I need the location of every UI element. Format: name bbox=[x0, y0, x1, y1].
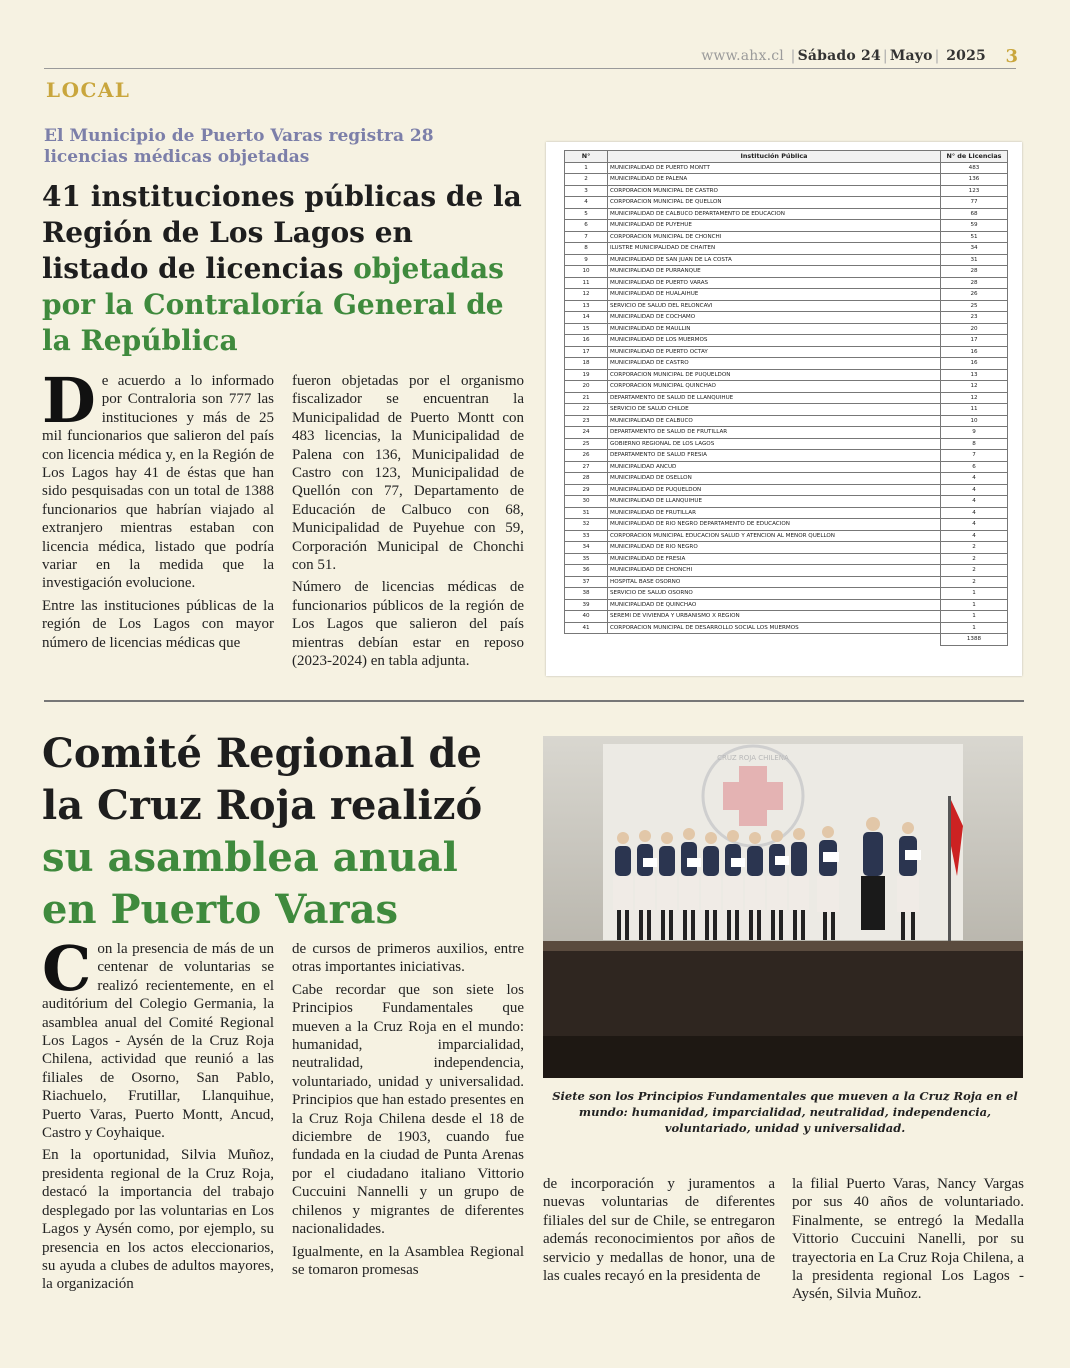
table-cell: CORPORACION MUNICIPAL DE QUELLON bbox=[608, 197, 941, 209]
table-header: N° bbox=[565, 151, 608, 163]
table-cell: CORPORACION MUNICIPAL EDUCACION SALUD Y ATENCION AL MENOR QUELLON bbox=[608, 530, 941, 542]
page-number: 3 bbox=[1005, 46, 1018, 67]
table-cell: MUNICIPALIDAD DE CALBUCO DEPARTAMENTO DE EDUCACION bbox=[608, 208, 941, 220]
table-cell: GOBIERNO REGIONAL DE LOS LAGOS bbox=[608, 438, 941, 450]
table-cell: 29 bbox=[565, 484, 608, 496]
table-cell: MUNICIPALIDAD DE COCHAMO bbox=[608, 312, 941, 324]
table-cell: 6 bbox=[565, 220, 608, 232]
table-cell: 28 bbox=[941, 277, 1008, 289]
table-row bbox=[565, 438, 1008, 450]
table-cell: 20 bbox=[565, 381, 608, 393]
table-cell: ILUSTRE MUNICIPALIDAD DE CHAITEN bbox=[608, 243, 941, 255]
table-cell: 9 bbox=[565, 254, 608, 266]
table-cell: MUNICIPALIDAD DE CASTRO bbox=[608, 358, 941, 370]
table-cell: MUNICIPALIDAD DE PUYEHUE bbox=[608, 220, 941, 232]
table-row bbox=[565, 358, 1008, 370]
table-cell: MUNICIPALIDAD DE PUERTO MONTT bbox=[608, 162, 941, 174]
table-row bbox=[565, 312, 1008, 324]
section-divider bbox=[44, 700, 1024, 702]
table-cell: 26 bbox=[565, 450, 608, 462]
table-cell: 37 bbox=[565, 576, 608, 588]
table-cell: CORPORACION MUNICIPAL DE DESARROLLO SOCIAL LOS MUERMOS bbox=[608, 622, 941, 634]
table-cell: 8 bbox=[941, 438, 1008, 450]
table-row bbox=[565, 231, 1008, 243]
table-row bbox=[565, 576, 1008, 588]
table-cell: 77 bbox=[941, 197, 1008, 209]
table-cell: MUNICIPALIDAD DE PUERTO OCTAY bbox=[608, 346, 941, 358]
table-row bbox=[565, 185, 1008, 197]
table-row bbox=[565, 415, 1008, 427]
table-cell: 22 bbox=[565, 404, 608, 416]
table-row bbox=[565, 461, 1008, 473]
table-row bbox=[565, 346, 1008, 358]
table-cell: 13 bbox=[565, 300, 608, 312]
table-cell: 40 bbox=[565, 611, 608, 623]
table-cell: 19 bbox=[565, 369, 608, 381]
table-row bbox=[565, 208, 1008, 220]
table-cell: DEPARTAMENTO DE SALUD DE FRUTILLAR bbox=[608, 427, 941, 439]
table-row bbox=[565, 599, 1008, 611]
table-cell: 16 bbox=[941, 358, 1008, 370]
table-cell: 30 bbox=[565, 496, 608, 508]
table-cell: 4 bbox=[941, 496, 1008, 508]
table-cell: 7 bbox=[941, 450, 1008, 462]
table-cell: MUNICIPALIDAD DE MAULLIN bbox=[608, 323, 941, 335]
table-cell: 2 bbox=[941, 542, 1008, 554]
article1-col2 bbox=[292, 372, 524, 675]
table-cell: CORPORACION MUNICIPAL DE PUQUELDON bbox=[608, 369, 941, 381]
table-total-row bbox=[565, 634, 1008, 646]
table-row bbox=[565, 553, 1008, 565]
table-cell: 13 bbox=[941, 369, 1008, 381]
table-cell: 11 bbox=[941, 404, 1008, 416]
table-cell: MUNICIPALIDAD DE PUQUELDON bbox=[608, 484, 941, 496]
article2-col1 bbox=[42, 932, 274, 1298]
table-row bbox=[565, 289, 1008, 301]
table-cell: CORPORACION MUNICIPAL DE CHONCHI bbox=[608, 231, 941, 243]
table-cell: MUNICIPALIDAD ANCUD bbox=[608, 461, 941, 473]
section-label: LOCAL bbox=[46, 78, 131, 102]
table-cell: 4 bbox=[565, 197, 608, 209]
table-cell: 34 bbox=[941, 243, 1008, 255]
table-row bbox=[565, 507, 1008, 519]
table-cell: CORPORACION MUNICIPAL DE CASTRO bbox=[608, 185, 941, 197]
article1-headline bbox=[42, 179, 522, 359]
table-cell: 27 bbox=[565, 461, 608, 473]
table-row bbox=[565, 197, 1008, 209]
table-cell: 10 bbox=[565, 266, 608, 278]
licenses-table-card bbox=[546, 142, 1022, 676]
article1-col2-p1: fueron objetadas por el organismo fiscalizador se encuentran la Municipalidad de Puerto Montt con 483 licencias, la Municipalidad de Palena con 136, Municipalidad de Castro con 123, Municipalidad de Quellón con 77, Departamento de Educación de Calbuco con 68, Municipalidad de Puyehue con 59, Corporación Municipal de Chonchi con 51. bbox=[292, 373, 524, 574]
table-row bbox=[565, 392, 1008, 404]
table-cell: MUNICIPALIDAD DE PURRANQUE bbox=[608, 266, 941, 278]
table-total: 1388 bbox=[941, 634, 1008, 646]
table-cell: 3 bbox=[565, 185, 608, 197]
article1-kicker: El Municipio de Puerto Varas registra 28 licencias médicas objetadas bbox=[44, 126, 434, 167]
table-row bbox=[565, 588, 1008, 600]
article2-col3 bbox=[543, 1175, 775, 1289]
table-cell: MUNICIPALIDAD DE FRESIA bbox=[608, 553, 941, 565]
article2-col2-p3: Igualmente, en la Asamblea Regional se tomaron promesas bbox=[292, 1243, 524, 1278]
table-cell: CORPORACION MUNICIPAL QUINCHAO bbox=[608, 381, 941, 393]
photo-banner: CRUZ ROJA CHILENA bbox=[717, 754, 789, 762]
table-cell: DEPARTAMENTO DE SALUD DE LLANQUIHUE bbox=[608, 392, 941, 404]
table-row bbox=[565, 254, 1008, 266]
table-cell: SERVICIO DE SALUD OSORNO bbox=[608, 588, 941, 600]
table-cell: 11 bbox=[565, 277, 608, 289]
event-photo-illustration bbox=[543, 736, 1023, 1078]
table-cell: 4 bbox=[941, 507, 1008, 519]
table-cell: 23 bbox=[565, 415, 608, 427]
table-cell: 51 bbox=[941, 231, 1008, 243]
article2-col2-p2: Cabe recordar que son siete los Principios Fundamentales que mueven a la Cruz Roja en el mundo: humanidad, imparcialidad, neutralidad, independencia, voluntariado, unidad y universalidad. Principios que han estado presentes en la Cruz Roja Chilena desde el 18 de diciembre de 1903, cuando fue fundada en la ciudad de Punta Arenas por el ciudadano italiano Vittorio Cuccuini Nannelli y un grupo de chilenos y migrantes de diferentes nacionalidades. bbox=[292, 981, 524, 1238]
article2-headline-dark: Comité Regional de la Cruz Roja realizó bbox=[42, 730, 483, 829]
article2-headline-green: su asamblea anual en Puerto Varas bbox=[42, 834, 458, 933]
table-header-row bbox=[565, 151, 1008, 163]
table-row bbox=[565, 542, 1008, 554]
table-cell: 10 bbox=[941, 415, 1008, 427]
table-row bbox=[565, 335, 1008, 347]
table-cell: 28 bbox=[565, 473, 608, 485]
table-row bbox=[565, 450, 1008, 462]
table-cell: 2 bbox=[565, 174, 608, 186]
table-row bbox=[565, 427, 1008, 439]
photo-caption: Siete son los Principios Fundamentales que mueven a la Cruz Roja en el mundo: humanidad, imparcialidad, neutralidad, independencia, voluntariado, unidad y universalidad. bbox=[552, 1089, 1018, 1135]
table-row bbox=[565, 369, 1008, 381]
table-cell: 1 bbox=[941, 611, 1008, 623]
table-row bbox=[565, 323, 1008, 335]
table-cell: MUNICIPALIDAD DE QUINCHAO bbox=[608, 599, 941, 611]
table-cell: 1 bbox=[565, 162, 608, 174]
table-row bbox=[565, 381, 1008, 393]
table-cell: 31 bbox=[565, 507, 608, 519]
article2-dropcap: C bbox=[42, 932, 92, 1005]
article1-headline-green: objetadas por la Contraloría General de la República bbox=[42, 252, 504, 357]
table-cell: MUNICIPALIDAD DE LOS MUERMOS bbox=[608, 335, 941, 347]
table-cell: SERVICIO DE SALUD DEL RELONCAVI bbox=[608, 300, 941, 312]
table-cell: MUNICIPALIDAD DE PUERTO VARAS bbox=[608, 277, 941, 289]
table-cell: 7 bbox=[565, 231, 608, 243]
table-row bbox=[565, 277, 1008, 289]
table-cell: 21 bbox=[565, 392, 608, 404]
masthead-month: Mayo bbox=[889, 48, 933, 64]
article1-col1 bbox=[42, 364, 274, 656]
table-cell: 4 bbox=[941, 519, 1008, 531]
table-cell: MUNICIPALIDAD DE CHONCHI bbox=[608, 565, 941, 577]
table-cell: 123 bbox=[941, 185, 1008, 197]
table-cell: 25 bbox=[565, 438, 608, 450]
table-cell: 26 bbox=[941, 289, 1008, 301]
table-cell: 68 bbox=[941, 208, 1008, 220]
table-cell: MUNICIPALIDAD DE RIO NEGRO bbox=[608, 542, 941, 554]
article1-col1-p1: e acuerdo a lo informado por Contraloria son 777 las instituciones y más de 25 mil funcionarios que salieron del país con licencia médica y, en la Región de Los Lagos hay 41 de éstas que han sido pesquisadas con un total de 1388 funcionarios que habrían viajado al extranjero mientras estaban con licencia médica, listado que podría variar en la medida que la investigación evolucione. bbox=[42, 373, 274, 592]
table-cell: 28 bbox=[941, 266, 1008, 278]
table-cell: SERVICIO DE SALUD CHILOE bbox=[608, 404, 941, 416]
article2-col3-p1: de incorporación y juramentos a nuevas voluntarias de diferentes filiales del sur de Chile, se entregaron además reconocimientos por años de servicio y medallas de honor, una de las cuales recayó en la presidenta de bbox=[543, 1176, 775, 1285]
masthead: www.ahx.cl | Sábado 24 | Mayo | 2025 bbox=[701, 48, 986, 64]
table-cell: 4 bbox=[941, 484, 1008, 496]
table-cell: 25 bbox=[941, 300, 1008, 312]
article2-col1-p1: on la presencia de más de un centenar de voluntarias se realizó recientemente, en el auditórium del Colegio Germania, la asamblea anual del Comité Regional Los Lagos - Aysén de la Cruz Roja Chilena, actividad que reunió a las filiales de Osorno, San Pablo, Riachuelo, Frutillar, Llanquihue, Puerto Varas, Puerto Montt, Ancud, Castro y Coyhaique. bbox=[42, 941, 274, 1142]
table-cell: 483 bbox=[941, 162, 1008, 174]
table-cell: 12 bbox=[941, 381, 1008, 393]
table-cell: 8 bbox=[565, 243, 608, 255]
article2-col1-p2: En la oportunidad, Silvia Muñoz, presidenta regional de la Cruz Roja, destacó la importancia del trabajo desplegado por las voluntarias en Los Lagos y Aysén como, por ejemplo, su presencia en los actos eleccionarios, su ayuda a clubes de adultos mayores, la organización bbox=[42, 1147, 274, 1293]
table-row bbox=[565, 496, 1008, 508]
table-cell: 4 bbox=[941, 530, 1008, 542]
table-cell: 4 bbox=[941, 473, 1008, 485]
table-row bbox=[565, 174, 1008, 186]
table-cell: 35 bbox=[565, 553, 608, 565]
article2-col2 bbox=[292, 940, 524, 1283]
table-row bbox=[565, 565, 1008, 577]
table-header: Institución Pública bbox=[608, 151, 941, 163]
masthead-year: 2025 bbox=[946, 48, 986, 64]
table-cell: MUNICIPALIDAD DE OSELLON bbox=[608, 473, 941, 485]
table-cell: MUNICIPALIDAD DE PALENA bbox=[608, 174, 941, 186]
article1-col2-p2: Número de licencias médicas de funcionarios públicos de la región de Los Lagos que salieron del país mientras debían estar en reposo (2023-2024) en tabla adjunta. bbox=[292, 579, 524, 670]
table-cell: 41 bbox=[565, 622, 608, 634]
table-cell: 16 bbox=[565, 335, 608, 347]
event-photo bbox=[543, 736, 1023, 1078]
table-cell: 31 bbox=[941, 254, 1008, 266]
table-cell: 1 bbox=[941, 622, 1008, 634]
table-cell: 36 bbox=[565, 565, 608, 577]
article1-dropcap: D bbox=[42, 364, 96, 437]
table-cell: 38 bbox=[565, 588, 608, 600]
table-cell: 2 bbox=[941, 565, 1008, 577]
table-cell: 136 bbox=[941, 174, 1008, 186]
table-cell: 32 bbox=[565, 519, 608, 531]
table-cell: 1 bbox=[941, 599, 1008, 611]
table-cell: DEPARTAMENTO DE SALUD FRESIA bbox=[608, 450, 941, 462]
masthead-site: www.ahx.cl bbox=[701, 48, 784, 64]
table-cell: 2 bbox=[941, 553, 1008, 565]
table-cell: MUNICIPALIDAD DE SAN JUAN DE LA COSTA bbox=[608, 254, 941, 266]
table-cell: 5 bbox=[565, 208, 608, 220]
table-row bbox=[565, 243, 1008, 255]
table-cell: 33 bbox=[565, 530, 608, 542]
table-cell: 12 bbox=[565, 289, 608, 301]
masthead-day: Sábado 24 bbox=[797, 48, 881, 64]
table-row bbox=[565, 162, 1008, 174]
table-cell: 18 bbox=[565, 358, 608, 370]
table-cell: 15 bbox=[565, 323, 608, 335]
table-cell: 59 bbox=[941, 220, 1008, 232]
table-cell: 16 bbox=[941, 346, 1008, 358]
table-cell: MUNICIPALIDAD DE RIO NEGRO DEPARTAMENTO DE EDUCACION bbox=[608, 519, 941, 531]
table-cell: MUNICIPALIDAD DE LLANQUIHUE bbox=[608, 496, 941, 508]
article2-col4 bbox=[792, 1175, 1024, 1308]
article2-col4-p1: la filial Puerto Varas, Nancy Vargas por sus 40 años de voluntariado. Finalmente, se entregó la Medalla Vittorio Cuccuini Nanelli, por su trayectoria en La Cruz Roja Chilena, a la presidenta regional Los Lagos - Aysén, Silvia Muñoz. bbox=[792, 1176, 1024, 1303]
article1-col1-p2: Entre las instituciones públicas de la región de Los Lagos con mayor número de licencias médicas que bbox=[42, 597, 274, 651]
table-cell: 6 bbox=[941, 461, 1008, 473]
table-cell: 2 bbox=[941, 576, 1008, 588]
header-rule bbox=[44, 68, 1016, 69]
table-cell: 14 bbox=[565, 312, 608, 324]
table-cell: 9 bbox=[941, 427, 1008, 439]
table-row bbox=[565, 266, 1008, 278]
table-cell: 34 bbox=[565, 542, 608, 554]
table-cell: MUNICIPALIDAD DE FRUTILLAR bbox=[608, 507, 941, 519]
licenses-table bbox=[564, 150, 1008, 646]
table-cell: 17 bbox=[941, 335, 1008, 347]
table-cell: HOSPITAL BASE OSORNO bbox=[608, 576, 941, 588]
table-row bbox=[565, 484, 1008, 496]
table-row bbox=[565, 404, 1008, 416]
article1-headline-dark: 41 instituciones públicas de la Región de Los Lagos en listado de licencias bbox=[42, 180, 522, 285]
table-cell: SEREMI DE VIVIENDA Y URBANISMO X REGION bbox=[608, 611, 941, 623]
table-cell: 17 bbox=[565, 346, 608, 358]
table-row bbox=[565, 300, 1008, 312]
table-cell: 20 bbox=[941, 323, 1008, 335]
table-header: N° de Licencias bbox=[941, 151, 1008, 163]
table-row bbox=[565, 519, 1008, 531]
table-cell: MUNICIPALIDAD DE CALBUCO bbox=[608, 415, 941, 427]
article2-headline bbox=[42, 728, 522, 936]
table-cell: 12 bbox=[941, 392, 1008, 404]
table-cell: 24 bbox=[565, 427, 608, 439]
table-row bbox=[565, 611, 1008, 623]
table-cell: 1 bbox=[941, 588, 1008, 600]
article2-col2-p1: de cursos de primeros auxilios, entre otras importantes iniciativas. bbox=[292, 941, 524, 976]
table-row bbox=[565, 473, 1008, 485]
table-row bbox=[565, 220, 1008, 232]
table-cell: 39 bbox=[565, 599, 608, 611]
table-cell: MUNICIPALIDAD DE HUALAIHUE bbox=[608, 289, 941, 301]
table-row bbox=[565, 622, 1008, 634]
table-row bbox=[565, 530, 1008, 542]
table-cell: 23 bbox=[941, 312, 1008, 324]
